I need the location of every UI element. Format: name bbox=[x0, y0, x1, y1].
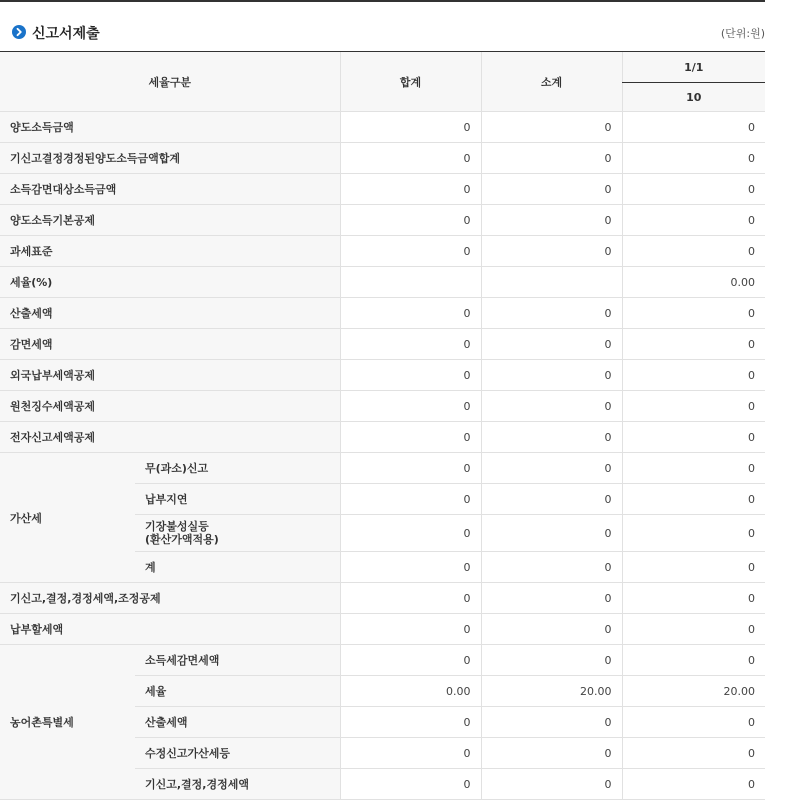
value-cell: 0 bbox=[622, 236, 765, 267]
row-label: 세율(%) bbox=[0, 267, 340, 298]
row-label: 과세표준 bbox=[0, 236, 340, 267]
table-row bbox=[0, 391, 765, 422]
value-cell: 0 bbox=[622, 422, 765, 453]
table-row bbox=[0, 329, 765, 360]
arrow-circle-right-icon bbox=[12, 25, 26, 39]
section-title: 신고서제출 bbox=[32, 26, 100, 42]
table-row bbox=[0, 614, 765, 645]
subtotal-cell: 0 bbox=[481, 391, 622, 422]
subtotal-cell: 0 bbox=[481, 205, 622, 236]
header-period: 1/1 bbox=[622, 52, 765, 83]
subtotal-cell: 0 bbox=[481, 552, 622, 583]
subtotal-cell: 0 bbox=[481, 329, 622, 360]
table-row bbox=[0, 583, 765, 614]
sub-row-label: 세율 bbox=[135, 676, 340, 707]
total-cell: 0 bbox=[340, 614, 481, 645]
total-cell: 0 bbox=[340, 583, 481, 614]
sub-row-label: 기장불성실등 (환산가액적용) bbox=[135, 515, 340, 552]
subtotal-cell bbox=[481, 267, 622, 298]
row-label: 외국납부세액공제 bbox=[0, 360, 340, 391]
header-rate: 10 bbox=[622, 83, 765, 112]
header-subtotal: 소계 bbox=[481, 52, 622, 112]
row-label: 양도소득금액 bbox=[0, 112, 340, 143]
table-row bbox=[0, 645, 765, 676]
row-label: 전자신고세액공제 bbox=[0, 422, 340, 453]
subtotal-cell: 0 bbox=[481, 645, 622, 676]
row-label: 산출세액 bbox=[0, 298, 340, 329]
total-cell: 0 bbox=[340, 360, 481, 391]
value-cell: 0 bbox=[622, 205, 765, 236]
value-cell: 0 bbox=[622, 360, 765, 391]
value-cell: 0 bbox=[622, 143, 765, 174]
section-header bbox=[12, 22, 765, 42]
top-rule bbox=[0, 0, 765, 2]
total-cell: 0 bbox=[340, 645, 481, 676]
table-row bbox=[0, 453, 765, 484]
subtotal-cell: 0 bbox=[481, 143, 622, 174]
value-cell: 0 bbox=[622, 707, 765, 738]
value-cell: 0 bbox=[622, 738, 765, 769]
subtotal-cell: 0 bbox=[481, 298, 622, 329]
subtotal-cell: 0 bbox=[481, 515, 622, 552]
value-cell: 0 bbox=[622, 484, 765, 515]
row-label: 납부할세액 bbox=[0, 614, 340, 645]
total-cell: 0 bbox=[340, 174, 481, 205]
header-total: 합계 bbox=[340, 52, 481, 112]
table-row bbox=[0, 143, 765, 174]
unit-label: (단위:원) bbox=[720, 27, 765, 40]
total-cell: 0 bbox=[340, 205, 481, 236]
total-cell: 0 bbox=[340, 329, 481, 360]
total-cell: 0 bbox=[340, 484, 481, 515]
table-row bbox=[0, 236, 765, 267]
value-cell: 0 bbox=[622, 329, 765, 360]
row-label: 감면세액 bbox=[0, 329, 340, 360]
table-row bbox=[0, 267, 765, 298]
total-cell: 0.00 bbox=[340, 676, 481, 707]
penalty-group-label: 가산세 bbox=[0, 453, 135, 583]
row-label: 기신고,결정,경정세액,조정공제 bbox=[0, 583, 340, 614]
row-label: 기신고결정경정된양도소득금액합계 bbox=[0, 143, 340, 174]
table-row bbox=[0, 298, 765, 329]
total-cell: 0 bbox=[340, 112, 481, 143]
header-category: 세율구분 bbox=[0, 52, 340, 112]
value-cell: 0 bbox=[622, 515, 765, 552]
subtotal-cell: 20.00 bbox=[481, 676, 622, 707]
total-cell: 0 bbox=[340, 143, 481, 174]
sub-row-label: 산출세액 bbox=[135, 707, 340, 738]
subtotal-cell: 0 bbox=[481, 614, 622, 645]
row-label: 양도소득기본공제 bbox=[0, 205, 340, 236]
value-cell: 0 bbox=[622, 769, 765, 800]
total-cell: 0 bbox=[340, 391, 481, 422]
value-cell: 20.00 bbox=[622, 676, 765, 707]
subtotal-cell: 0 bbox=[481, 583, 622, 614]
sub-row-label: 수정신고가산세등 bbox=[135, 738, 340, 769]
subtotal-cell: 0 bbox=[481, 174, 622, 205]
value-cell: 0 bbox=[622, 552, 765, 583]
subtotal-cell: 0 bbox=[481, 484, 622, 515]
value-cell: 0 bbox=[622, 391, 765, 422]
value-cell: 0 bbox=[622, 645, 765, 676]
sub-row-label: 무(과소)신고 bbox=[135, 453, 340, 484]
rural-tax-group-label: 농어촌특별세 bbox=[0, 645, 135, 800]
total-cell: 0 bbox=[340, 515, 481, 552]
table-row bbox=[0, 205, 765, 236]
sub-row-label: 소득세감면세액 bbox=[135, 645, 340, 676]
sub-row-label: 계 bbox=[135, 552, 340, 583]
value-cell: 0 bbox=[622, 112, 765, 143]
subtotal-cell: 0 bbox=[481, 236, 622, 267]
value-cell: 0 bbox=[622, 174, 765, 205]
total-cell: 0 bbox=[340, 707, 481, 738]
tax-report-table bbox=[0, 51, 765, 800]
value-cell: 0 bbox=[622, 583, 765, 614]
subtotal-cell: 0 bbox=[481, 360, 622, 391]
value-cell: 0 bbox=[622, 298, 765, 329]
value-cell: 0.00 bbox=[622, 267, 765, 298]
total-cell: 0 bbox=[340, 236, 481, 267]
sub-row-label: 납부지연 bbox=[135, 484, 340, 515]
total-cell bbox=[340, 267, 481, 298]
value-cell: 0 bbox=[622, 614, 765, 645]
table-row bbox=[0, 360, 765, 391]
table-row bbox=[0, 174, 765, 205]
table-row bbox=[0, 112, 765, 143]
row-label: 소득감면대상소득금액 bbox=[0, 174, 340, 205]
total-cell: 0 bbox=[340, 298, 481, 329]
subtotal-cell: 0 bbox=[481, 707, 622, 738]
subtotal-cell: 0 bbox=[481, 738, 622, 769]
total-cell: 0 bbox=[340, 453, 481, 484]
subtotal-cell: 0 bbox=[481, 769, 622, 800]
total-cell: 0 bbox=[340, 422, 481, 453]
value-cell: 0 bbox=[622, 453, 765, 484]
total-cell: 0 bbox=[340, 552, 481, 583]
subtotal-cell: 0 bbox=[481, 112, 622, 143]
subtotal-cell: 0 bbox=[481, 422, 622, 453]
row-label: 원천징수세액공제 bbox=[0, 391, 340, 422]
total-cell: 0 bbox=[340, 738, 481, 769]
subtotal-cell: 0 bbox=[481, 453, 622, 484]
sub-row-label: 기신고,결정,경정세액 bbox=[135, 769, 340, 800]
table-row bbox=[0, 422, 765, 453]
total-cell: 0 bbox=[340, 769, 481, 800]
